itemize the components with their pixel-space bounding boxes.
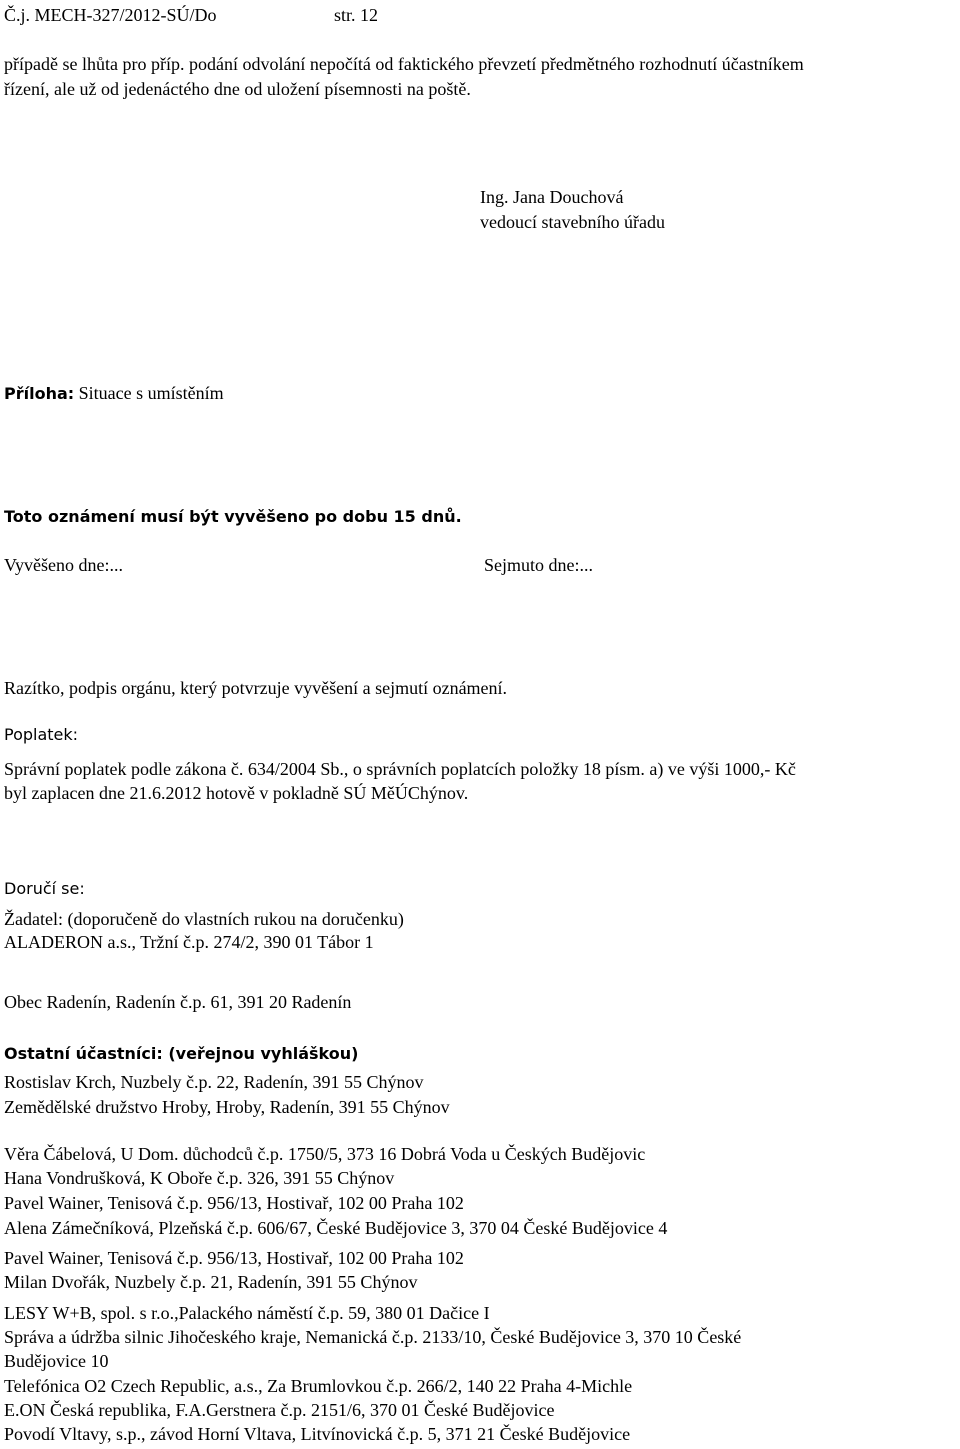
others-heading: Ostatní účastníci: (veřejnou vyhláškou) — [4, 1044, 359, 1063]
participant-item: Pavel Wainer, Tenisová č.p. 956/13, Hostivař, 102 00 Praha 102 — [4, 1193, 464, 1213]
participant-item: Správa a údržba silnic Jihočeského kraje, Nemanická č.p. 2133/10, České Budějovice 3, 370 10 České — [4, 1327, 742, 1347]
posting-notice: Toto oznámení musí být vyvěšeno po dobu 15 dnů. — [4, 507, 462, 526]
posted-date-label: Vyvěšeno dne:... — [4, 555, 123, 575]
signer-role: vedoucí stavebního úřadu — [480, 212, 665, 232]
stamp-note: Razítko, podpis orgánu, který potvrzuje vyvěšení a sejmutí oznámení. — [4, 678, 508, 698]
fee-line-1: Správní poplatek podle zákona č. 634/2004 Sb., o správních poplatcích položky 18 písm. a) ve výši 1000,- Kč — [4, 759, 796, 779]
intro-line-1: případě se lhůta pro příp. podání odvolání nepočítá od faktického převzetí předmětného rozhodnutí účastníkem — [4, 54, 804, 74]
participant-item: Milan Dvořák, Nuzbely č.p. 21, Radenín, 391 55 Chýnov — [4, 1272, 418, 1292]
participant-item: Alena Zámečníková, Plzeňská č.p. 606/67, České Budějovice 3, 370 04 České Budějovice 4 — [4, 1218, 668, 1238]
participant-item: Budějovice 10 — [4, 1351, 109, 1371]
page-header — [4, 3, 379, 27]
participant-item: Telefónica O2 Czech Republic, a.s., Za Brumlovkou č.p. 266/2, 140 22 Praha 4-Michle — [4, 1376, 633, 1396]
attachment — [4, 381, 224, 406]
participant-item: Hana Vondrušková, K Oboře č.p. 326, 391 55 Chýnov — [4, 1168, 395, 1188]
page-number: str. 12 — [334, 5, 379, 25]
participant-item: LESY W+B, spol. s r.o.,Palackého náměstí č.p. 59, 380 01 Dačice I — [4, 1303, 490, 1323]
attachment-label: Příloha: — [4, 384, 75, 403]
participant-item: E.ON Česká republika, F.A.Gerstnera č.p. 2151/6, 370 01 České Budějovice — [4, 1400, 555, 1420]
attachment-text: Situace s umístěním — [78, 383, 224, 403]
fee-heading: Poplatek: — [4, 725, 79, 744]
participant-item: Pavel Wainer, Tenisová č.p. 956/13, Hostivař, 102 00 Praha 102 — [4, 1248, 464, 1268]
intro-line-2: řízení, ale už od jedenáctého dne od uložení písemnosti na poště. — [4, 79, 471, 99]
reference-number: Č.j. MECH-327/2012-SÚ/Do — [4, 5, 217, 25]
applicant-label: Žadatel: (doporučeně do vlastních rukou na doručenku) — [4, 909, 404, 929]
participant-item: Rostislav Krch, Nuzbely č.p. 22, Radenín, 391 55 Chýnov — [4, 1072, 424, 1092]
posting-dates — [4, 553, 593, 577]
municipality-address: Obec Radenín, Radenín č.p. 61, 391 20 Radenín — [4, 992, 352, 1012]
signer-name: Ing. Jana Douchová — [480, 187, 624, 207]
applicant-address: ALADERON a.s., Tržní č.p. 274/2, 390 01 Tábor 1 — [4, 932, 374, 952]
participant-item: Povodí Vltavy, s.p., závod Horní Vltava, Litvínovická č.p. 5, 371 21 České Budějovice — [4, 1424, 631, 1444]
participant-item: Věra Čábelová, U Dom. důchodců č.p. 1750/5, 373 16 Dobrá Voda u Českých Budějovic — [4, 1144, 646, 1164]
removed-date-label: Sejmuto dne:... — [484, 555, 593, 575]
fee-line-2: byl zaplacen dne 21.6.2012 hotově v pokladně SÚ MěÚChýnov. — [4, 783, 469, 803]
participant-item: Zemědělské družstvo Hroby, Hroby, Radenín, 391 55 Chýnov — [4, 1097, 450, 1117]
delivery-heading: Doručí se: — [4, 879, 85, 898]
